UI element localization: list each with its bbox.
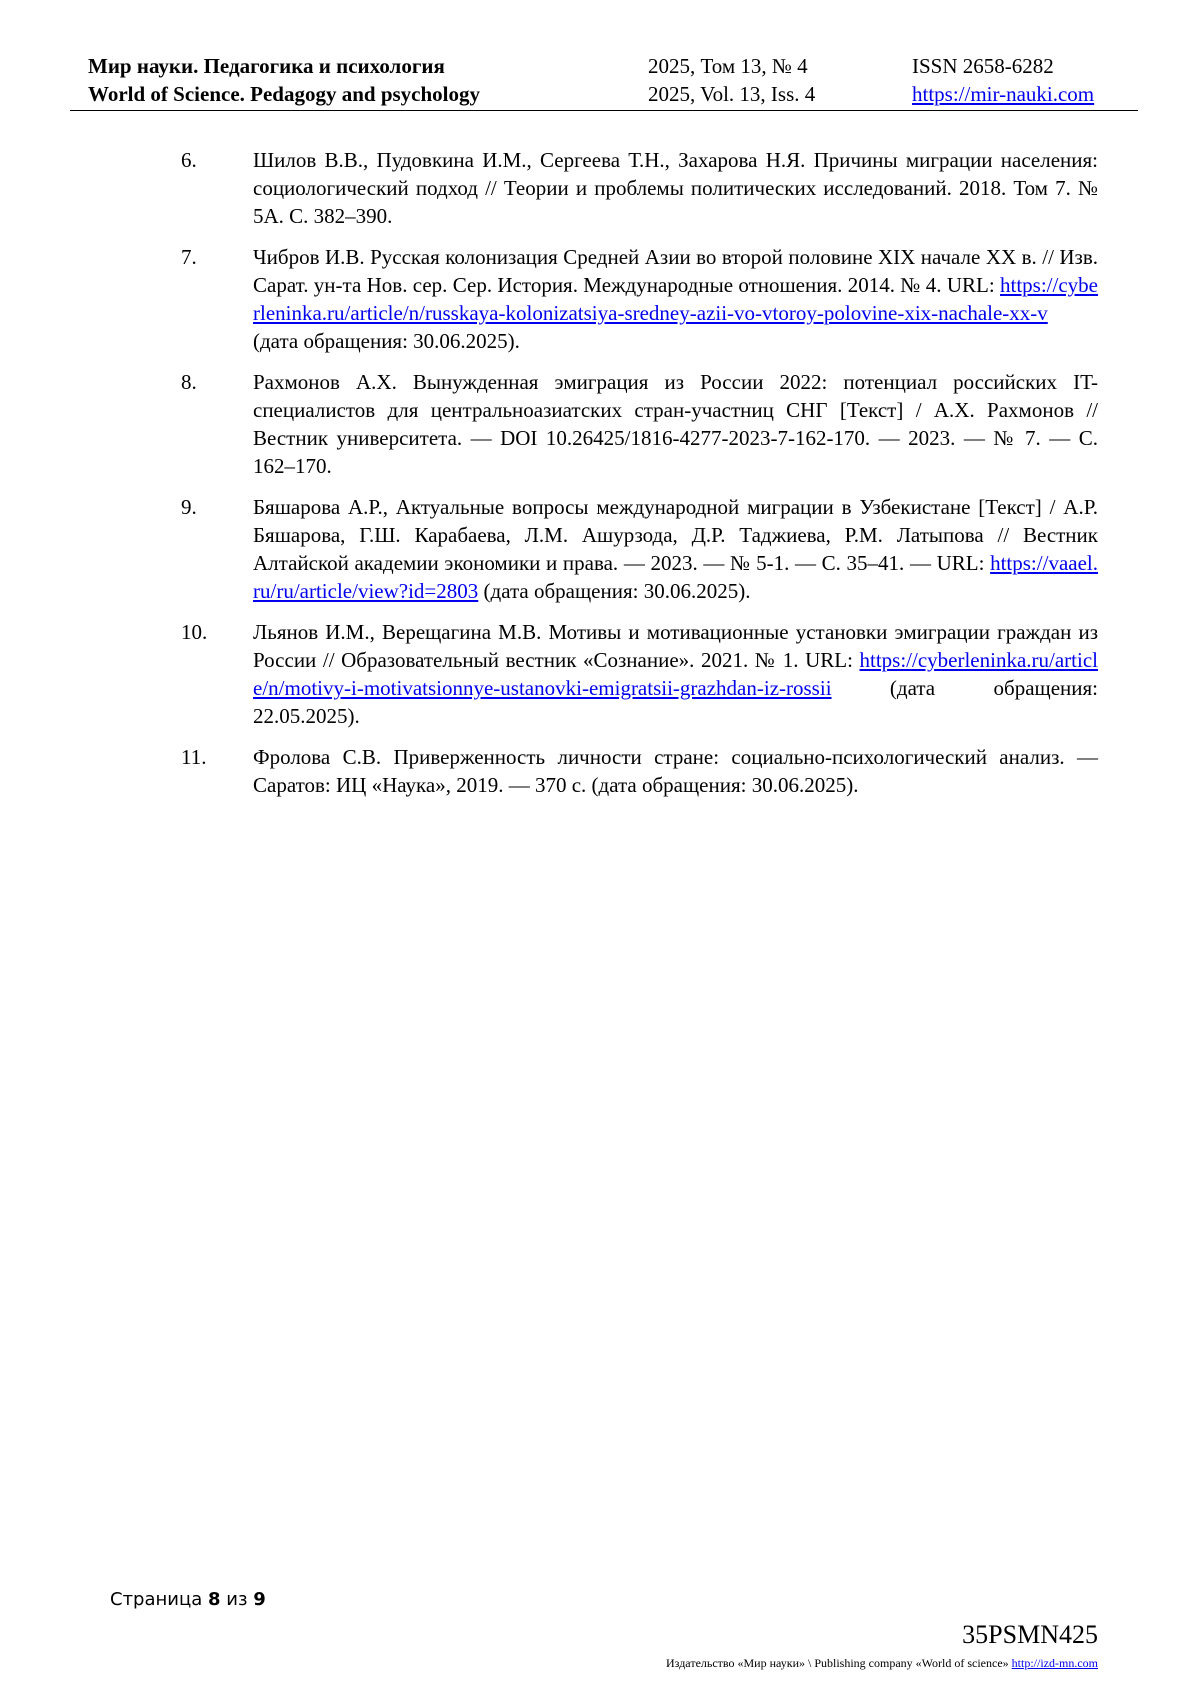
reference-number: 7. — [181, 245, 197, 269]
reference-url-link[interactable]: https://cyberleninka.ru/article/n/russkaya-kolonizatsiya-sredney-azii-vo-vtoroy-polovine-xix-nachale-xx-v — [253, 273, 1098, 325]
reference-text: Льянов И.М., Верещагина М.В. Мотивы и мотивационные установки эмиграции граждан из России // Образовательный вестник «Сознание». 2021. № 1. URL: https://cyberleninka.ru/article/n/motivy-i-motivatsionnye-ustanovki-emigratsii-grazhdan-iz-rossii (дата обращения: 22.05.2025). — [253, 620, 1098, 728]
reference-text: Чибров И.В. Русская колонизация Средней Азии во второй половине XIX начале XX в. // Изв. Сарат. ун-та Нов. сер. Сер. История. Международные отношения. 2014. № 4. URL: https://cyberleninka.ru/article/n/russkaya-kolonizatsiya-sredney-azii-vo-vtoroy-polovine-xix-nachale-xx-v (дата обращения: 30.06.2025). — [253, 245, 1098, 353]
journal-title-block — [88, 52, 480, 108]
page-counter-separator: из — [226, 1589, 248, 1610]
issue-ru: 2025, Том 13, № 4 — [648, 54, 808, 78]
reference-text: Фролова С.В. Приверженность личности стране: социально-психологический анализ. — Саратов: ИЦ «Наука», 2019. — 370 с. (дата обращения: 30.06.2025). — [253, 745, 1098, 797]
issn-block — [912, 52, 1094, 108]
reference-list — [181, 146, 1098, 812]
page-counter-prefix: Страница — [110, 1589, 203, 1610]
publisher-name: Издательство «Мир науки» \ Publishing company «World of science» — [666, 1656, 1009, 1670]
journal-site-link[interactable]: https://mir-nauki.com — [912, 82, 1095, 106]
journal-title-en: World of Science. Pedagogy and psychology — [88, 82, 481, 106]
publisher-line — [666, 1656, 1098, 1671]
reference-item — [181, 618, 1098, 730]
reference-item — [181, 493, 1098, 605]
total-pages-number: 9 — [253, 1589, 266, 1610]
issn: ISSN 2658-6282 — [912, 54, 1054, 78]
issue-en: 2025, Vol. 13, Iss. 4 — [648, 82, 816, 106]
running-header — [70, 52, 1138, 111]
reference-item — [181, 743, 1098, 799]
page-counter — [110, 1589, 266, 1610]
reference-text: Шилов В.В., Пудовкина И.М., Сергеева Т.Н., Захарова Н.Я. Причины миграции населения: социологический подход // Теории и проблемы политических исследований. 2018. Том 7. № 5А. С. 382–390. — [253, 148, 1098, 228]
reference-item — [181, 368, 1098, 480]
reference-item — [181, 243, 1098, 355]
reference-text: Бяшарова А.Р., Актуальные вопросы международной миграции в Узбекистане [Текст] / А.Р. Бяшарова, Г.Ш. Карабаева, Л.М. Ашурзода, Д.Р. Таджиева, Р.М. Латыпова // Вестник Алтайской академии экономики и права. — 2023. — № 5-1. — С. 35–41. — URL: https://vaael.ru/ru/article/view?id=2803 (дата обращения: 30.06.2025). — [253, 495, 1098, 603]
article-code: 35PSMN425 — [962, 1620, 1098, 1649]
reference-number: 11. — [181, 745, 207, 769]
reference-url-link[interactable]: https://vaael.ru/ru/article/view?id=2803 — [253, 551, 1098, 603]
reference-number: 9. — [181, 495, 197, 519]
reference-item — [181, 146, 1098, 230]
reference-number: 10. — [181, 620, 208, 644]
reference-text: Рахмонов А.Х. Вынужденная эмиграция из России 2022: потенциал российских IT-специалистов для центральноазиатских стран-участниц СНГ [Текст] / А.Х. Рахмонов // Вестник университета. — DOI 10.26425/1816-4277-2023-7-162-170. — 2023. — № 7. — С. 162–170. — [253, 370, 1098, 478]
publisher-link[interactable]: http://izd-mn.com — [1011, 1656, 1098, 1670]
reference-number: 8. — [181, 370, 197, 394]
issue-block — [648, 52, 815, 108]
journal-title-ru: Мир науки. Педагогика и психология — [88, 54, 445, 78]
reference-number: 6. — [181, 148, 197, 172]
current-page-number: 8 — [208, 1589, 221, 1610]
reference-url-link[interactable]: https://cyberleninka.ru/article/n/motivy-i-motivatsionnye-ustanovki-emigratsii-grazhdan-iz-rossii — [253, 648, 1098, 700]
